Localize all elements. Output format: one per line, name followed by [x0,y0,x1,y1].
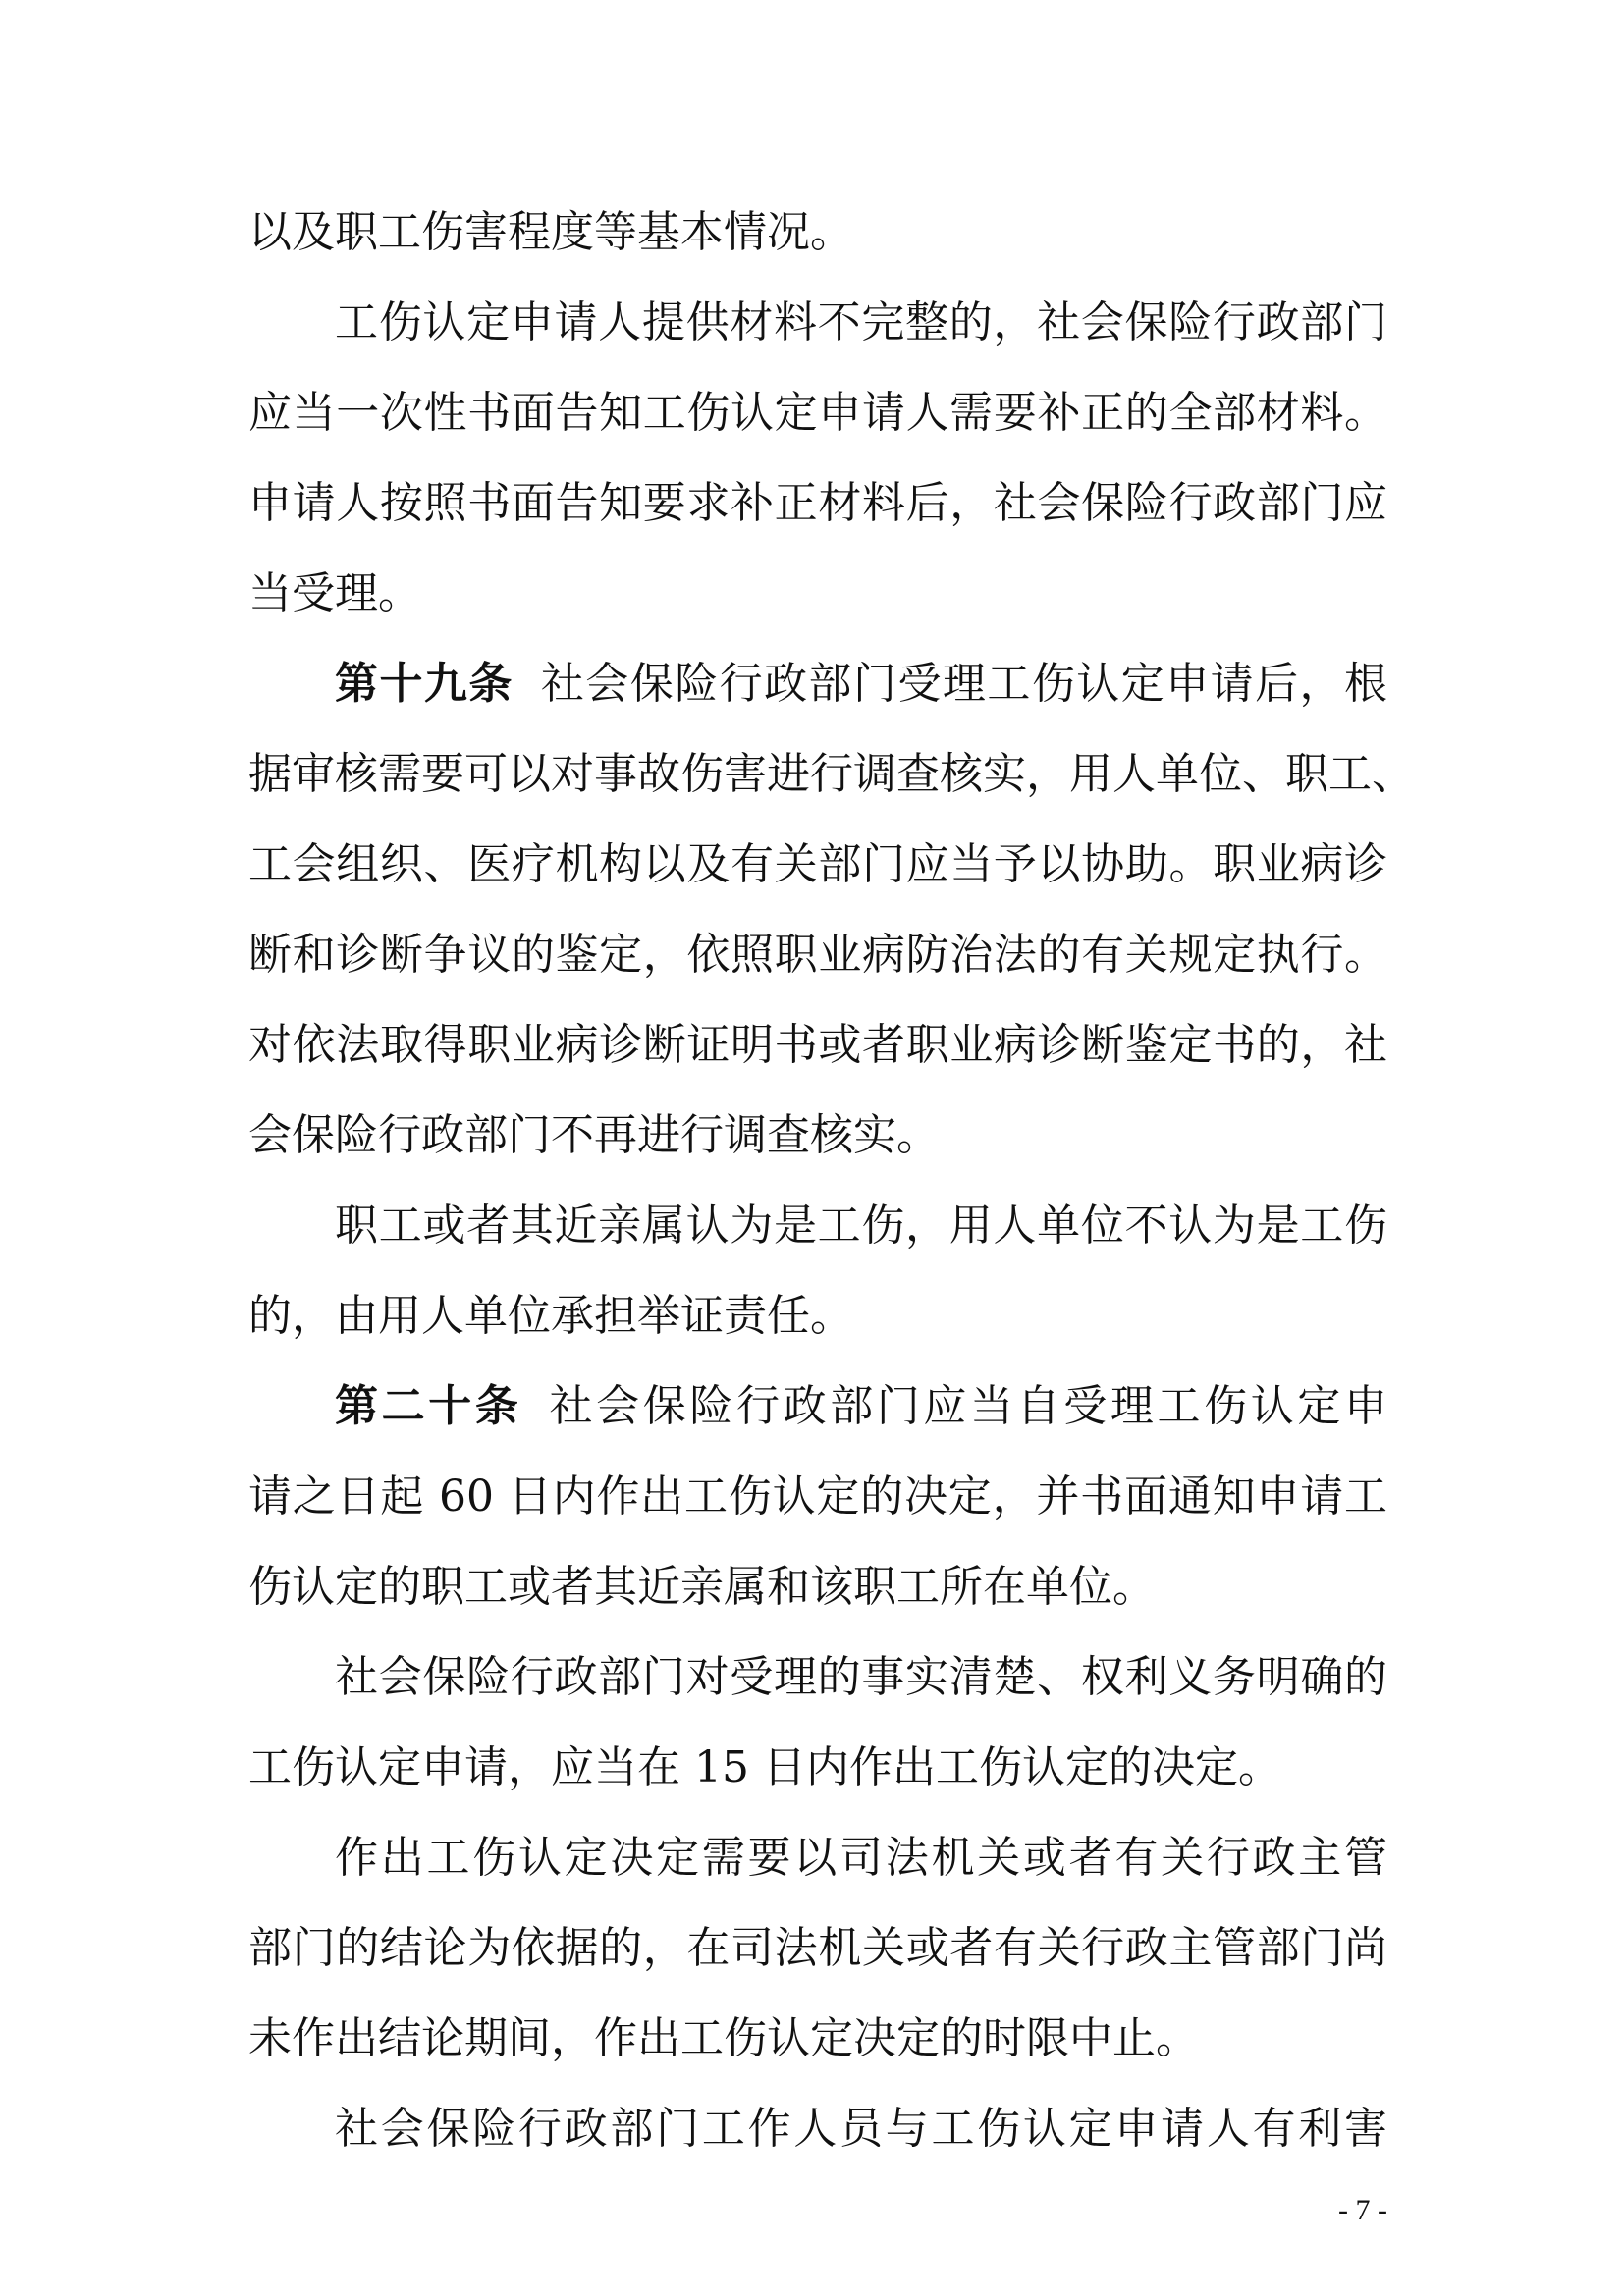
text-line: 工会组织、医疗机构以及有关部门应当予以协助。职业病诊 [248,839,1387,889]
text-line: 工伤认定申请人提供材料不完整的，社会保险行政部门 [335,297,1387,347]
text-line: 未作出结论期间，作出工伤认定决定的时限中止。 [248,2013,1199,2063]
text-line: 当受理。 [248,568,421,618]
text-line: 社会保险行政部门工作人员与工伤认定申请人有利害 [335,2104,1387,2154]
article-heading: 第二十条 [335,1381,522,1431]
text-line: 伤认定的职工或者其近亲属和该职工所在单位。 [248,1562,1156,1612]
article-heading: 第十九条 [335,659,514,709]
text-line: 职工或者其近亲属认为是工伤，用人单位不认为是工伤 [335,1201,1387,1251]
text-line: 的，由用人单位承担举证责任。 [248,1291,853,1341]
page-number: - 7 - [1338,2194,1387,2226]
article-line [335,1372,1387,1441]
text-line: 部门的结论为依据的，在司法机关或者有关行政主管部门尚 [248,1923,1387,1973]
article-text: 社会保险行政部门应当自受理工伤认定申 [549,1381,1388,1431]
text-line: 社会保险行政部门对受理的事实清楚、权利义务明确的 [335,1652,1387,1702]
article-text: 社会保险行政部门受理工伤认定申请后，根 [540,659,1388,709]
text-line: 对依法取得职业病诊断证明书或者职业病诊断鉴定书的，社 [248,1020,1387,1070]
text-line: 作出工伤认定决定需要以司法机关或者有关行政主管 [335,1833,1387,1883]
text-line: 工伤认定申请，应当在 15 日内作出工伤认定的决定。 [248,1742,1281,1792]
text-line: 以及职工伤害程度等基本情况。 [248,207,853,257]
text-line: 据审核需要可以对事故伤害进行调查核实，用人单位、职工、 [248,749,1415,799]
text-line: 应当一次性书面告知工伤认定申请人需要补正的全部材料。 [248,388,1387,438]
article-line [335,650,1387,719]
text-line: 会保险行政部门不再进行调查核实。 [248,1110,940,1160]
text-line: 断和诊断争议的鉴定，依照职业病防治法的有关规定执行。 [248,930,1387,980]
text-line: 请之日起 60 日内作出工伤认定的决定，并书面通知申请工 [248,1471,1387,1522]
text-line: 申请人按照书面告知要求补正材料后，社会保险行政部门应 [248,478,1387,528]
